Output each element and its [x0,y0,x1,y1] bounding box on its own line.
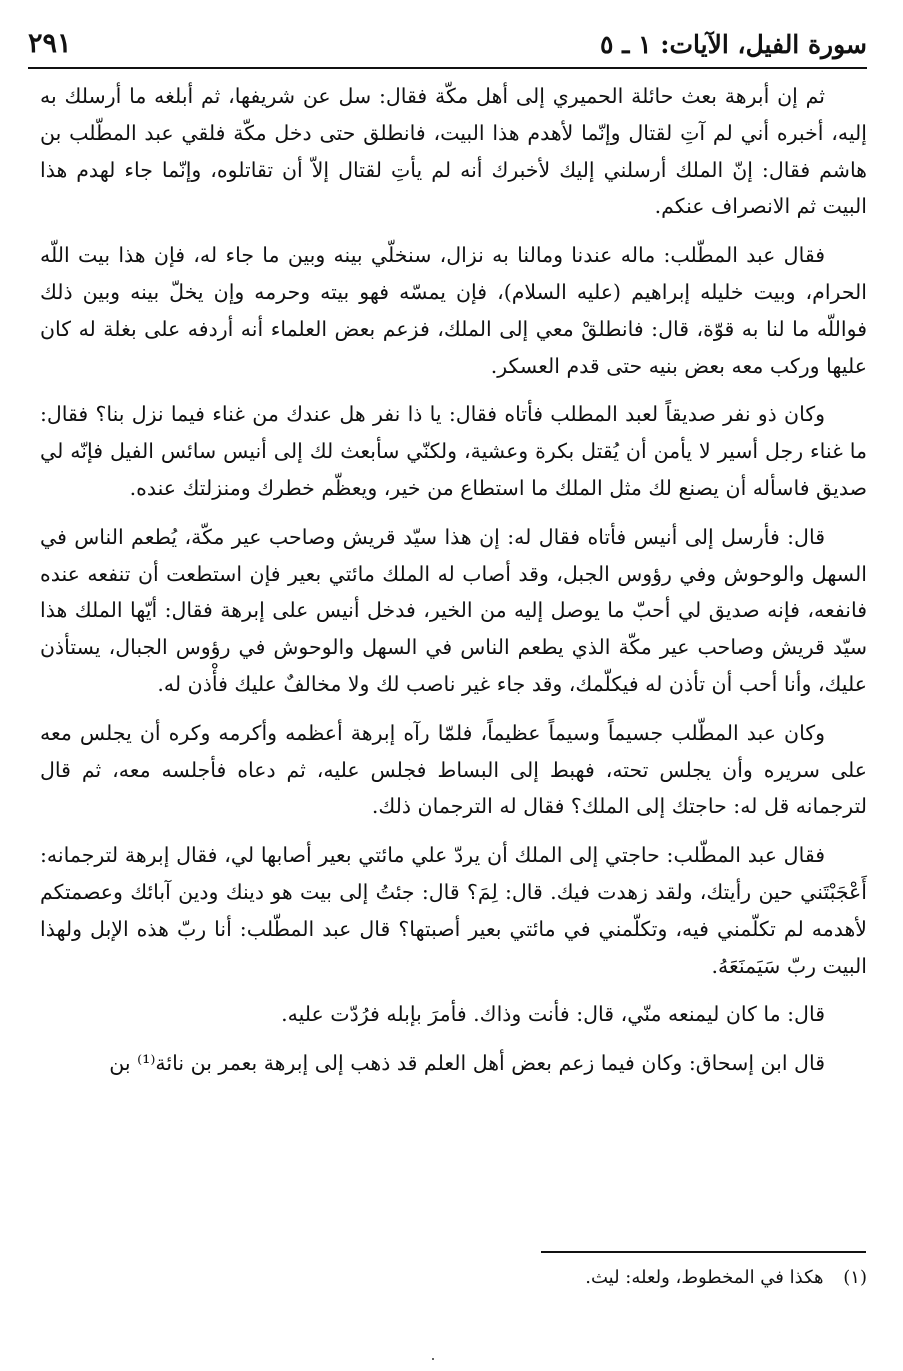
paragraph: ثم إن أبرهة بعث حائلة الحميري إلى أهل مكّة فقال: سل عن شريفها، ثم أبلغه ما أرسلك به إليه، أخبره أني لم آتِ لقتال وإنّما لأهدم هذا البيت، فانطلق حتى دخل مكّة فلقي عبد المطّلب بن هاشم فقال: إنّ الملك أرسلني إليك لأخبرك أنه لم يأتِ لقتال إلاّ أن تقاتلوه، وإنّما جاء لهدم هذا البيت ثم الانصراف عنكم. [40,84,867,219]
paragraph: قال: ما كان ليمنعه منّي، قال: فأنت وذاك. فأمرَ بإبله فرُدّت عليه. [281,1002,825,1027]
footnote-rule [541,1251,866,1253]
paragraph: قال: فأرسل إلى أنيس فأتاه فقال له: إن هذا سيّد قريش وصاحب عير مكّة، يُطعم الناس في السهل والوحوش وفي رؤوس الجبل، وقد أصاب له الملك مائتي بعير فإن استطعت أن تنفعه عنده فانفعه، فإنه صديق لي أحبّ ما يوصل إليه من الخير، فدخل أنيس على إبرهة فقال: أيّها الملك هذا سيّد قريش وصاحب عير مكّة الذي يطعم الناس في السهل والوحوش في رؤوس الجبال، يستأذن عليك، وأنا أحب أن تأذن له فيكلّمك، وقد جاء غير ناصب لك ولا مخالفٌ عليك فأْذن له. [40,524,867,696]
header-rule [28,67,867,69]
running-title: سورة الفيل، الآيات: ١ ـ ٥ [599,30,867,59]
paragraph: وكان ذو نفر صديقاً لعبد المطلب فأتاه فقال: يا ذا نفر هل عندك من غناء فيما نزل بنا؟ فقال: ما غناء رجل أسير لا يأمن أن يُقتل بكرة وعشية، ولكنّي سأبعث لك إلى أنيس سائس الفيل فإنّه لي صديق فاسأله أن يصنع لك مثل الملك ما استطاع من خير، ويعظّم خطرك ومنزلتك عنده. [40,402,867,500]
paragraph: وكان عبد المطّلب جسيماً وسيماً عظيماً، فلمّا رآه إبرهة أعظمه وأكرمه وكره أن يجلس معه على سريره وأن يجلس تحته، فهبط إلى البساط فجلس عليه، ثم دعاه فأجلسه معه، ثم قال لترجمانه قل له: حاجتك إلى الملك؟ فقال له الترجمان ذلك. [40,720,867,819]
page-number: ٢٩١ [28,28,72,59]
paragraph: فقال عبد المطّلب: ماله عندنا ومالنا به نزال، سنخلّي بينه وبين ما جاء له، فإن هذا بيت اللّه الحرام، وبيت خليله إبراهيم (عليه السلام)، فإن يمسّه فهو بيته وحرمه وإن يخلّ بينه وبين ذلك فواللّه ما لنا به قوّة، قال: فانطلقْ معي إلى الملك، فزعم بعض العلماء أنه أردفه على بغلة له كان عليها وركب معه بعض بنيه حتى قدم العسكر. [40,243,868,378]
footnote [40,1265,867,1291]
footnote-text: هكذا في المخطوط، ولعله: ليث. [585,1267,824,1288]
paragraph: قال ابن إسحاق: وكان فيما زعم بعض أهل العلم قد ذهب إلى إبرهة بعمر بن نائة⁽¹⁾ بن [109,1051,825,1076]
main-text [40,78,867,1094]
footnote-number: (١) [843,1267,867,1288]
page-speck [432,1358,434,1360]
page-header [28,28,867,68]
paragraph: فقال عبد المطّلب: حاجتي إلى الملك أن يردّ علي مائتي بعير أصابها لي، فقال إبرهة لترجمانه: أَعْجَبْتَني حين رأيتك، ولقد زهدت فيك. قال: لِمَ؟ قال: جئتُ إلى بيت هو دينك ودين آبائك وعصمتكم لأهدمه لم تكلّمني فيه، وتكلّمني في مائتي بعير أصبتها؟ قال عبد المطّلب: أنا ربّ هذه الإبل ولهذا البيت ربّ سَيَمنَعَهُ. [40,843,867,978]
